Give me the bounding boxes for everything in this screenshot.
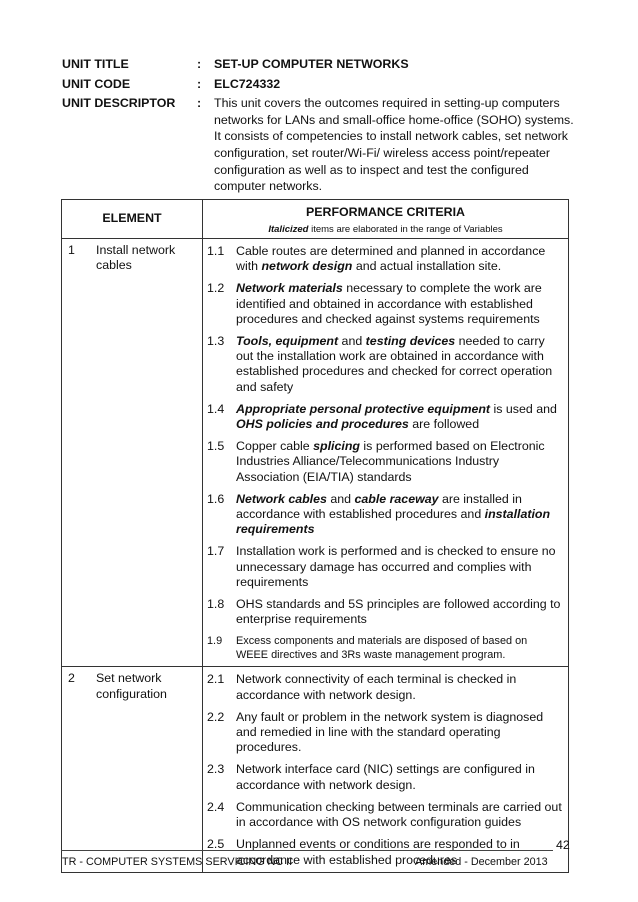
footer-divider (61, 850, 553, 851)
variable-term: network design (261, 259, 353, 274)
footer-document-title: TR - COMPUTER SYSTEMS SERVICING NC II (62, 856, 293, 868)
criterion-text (236, 800, 562, 830)
unit-descriptor-row (62, 95, 582, 195)
unit-header (62, 56, 582, 198)
table-row (62, 667, 569, 872)
criterion-number: 1.4 (207, 401, 225, 416)
performance-criteria-table (61, 199, 569, 873)
criterion-item (203, 332, 568, 398)
unit-title-row (62, 56, 582, 73)
criteria-heading: PERFORMANCE CRITERIA (305, 205, 465, 219)
criterion-item (203, 490, 568, 541)
criterion-text-part: and (326, 491, 355, 506)
criterion-text (236, 334, 562, 395)
criterion-text (236, 634, 562, 662)
criterion-item (203, 400, 568, 435)
criterion-text (236, 281, 562, 327)
criterion-text-part: needed to carry out the installation work are obtained in accordance with established procedures and checked for correct operation and safety (236, 334, 553, 394)
criterion-text-part: Installation work is performed and is checked to ensure no unnecessary damage has occurred and complies with requirements (236, 544, 556, 589)
element-number: 2 (68, 671, 75, 686)
criterion-item (203, 798, 568, 833)
criterion-number: 1.5 (207, 439, 225, 454)
element-entry (68, 671, 196, 701)
unit-code-label: UNIT CODE (62, 76, 131, 91)
variable-term: installation requirements (236, 507, 551, 537)
criterion-item (203, 437, 568, 488)
variable-term: testing devices (365, 334, 456, 349)
criterion-number: 2.1 (207, 672, 225, 687)
criteria-cell (203, 667, 569, 872)
unit-code-row (62, 76, 582, 93)
criterion-number: 2.3 (207, 762, 225, 777)
criterion-text (236, 597, 562, 627)
table-body (62, 239, 569, 873)
criterion-text-part: and (338, 334, 366, 349)
colon: : (197, 96, 202, 111)
element-name: Install network cables (96, 243, 176, 273)
unit-descriptor-label: UNIT DESCRIPTOR (62, 96, 176, 111)
unit-title-label: UNIT TITLE (62, 57, 129, 71)
criterion-number: 1.3 (207, 334, 225, 349)
criterion-text-part: and actual installation site. (352, 259, 502, 274)
variable-term: splicing (313, 439, 360, 454)
criterion-text-part: are installed in accordance with established procedures and (236, 491, 522, 522)
variable-term: cable raceway (354, 491, 439, 506)
criteria-cell (203, 239, 569, 667)
criterion-text (236, 402, 562, 432)
criterion-text (236, 492, 562, 538)
criteria-note-rest: items are elaborated in the range of Variables (308, 224, 503, 236)
criterion-text (236, 244, 562, 274)
criterion-item (203, 632, 568, 665)
criterion-text (236, 439, 562, 485)
criterion-text (236, 672, 562, 702)
criterion-item (203, 708, 568, 759)
criterion-number: 1.9 (207, 635, 223, 648)
criterion-item (203, 670, 568, 705)
table-header-row (62, 200, 569, 239)
criterion-item (203, 760, 568, 795)
criterion-text-part: necessary to complete the work are identified and obtained in accordance with established procedures and checked against systems requirements (236, 281, 542, 326)
variable-term: OHS policies and procedures (236, 417, 409, 432)
criteria-heading-cell (203, 200, 569, 239)
criterion-text-part: is performed based on Electronic Industries Alliance/Telecommunications Industry Association (EIA/TIA) standards (236, 439, 545, 484)
variable-term: Network materials (236, 281, 343, 296)
colon: : (197, 76, 202, 91)
element-name: Set network configuration (96, 671, 167, 701)
criterion-text-part: Excess components and materials are disposed of based on WEEE directives and 3Rs waste management program. (236, 635, 528, 662)
criterion-text-part: Network connectivity of each terminal is checked in accordance with network design. (236, 672, 517, 702)
criterion-text (236, 710, 562, 756)
criterion-item (203, 595, 568, 630)
criterion-number: 2.4 (207, 799, 225, 814)
variable-term: Network cables (236, 491, 327, 506)
criterion-text-part: Network interface card (NIC) settings are configured in accordance with network design. (236, 762, 535, 792)
criterion-number: 1.6 (207, 491, 225, 506)
criterion-text-part: Cable routes are determined and planned in accordance with (236, 244, 546, 274)
colon: : (197, 57, 202, 71)
element-number: 1 (68, 243, 75, 257)
criterion-number: 1.2 (207, 281, 225, 296)
element-entry (68, 243, 196, 273)
unit-code: ELC724332 (214, 76, 281, 91)
criterion-item (203, 279, 568, 330)
criteria-note (203, 222, 568, 237)
criterion-number: 1.7 (207, 544, 225, 559)
criterion-text-part: is used and (490, 401, 557, 416)
criterion-text-part: Any fault or problem in the network system is diagnosed and remedied in line with the standard operating procedures. (236, 709, 544, 755)
criteria-note-italic: Italicized (268, 224, 309, 236)
criterion-item (203, 542, 568, 593)
unit-title: SET-UP COMPUTER NETWORKS (214, 57, 409, 71)
table-row (62, 239, 569, 667)
element-cell (62, 667, 203, 872)
criterion-text-part: Communication checking between terminals are carried out in accordance with OS network configuration guides (236, 799, 562, 830)
criterion-number: 2.5 (207, 837, 225, 852)
criterion-item (203, 242, 568, 277)
criterion-text (236, 762, 562, 792)
criterion-number: 2.2 (207, 709, 225, 724)
footer-amended-date: Amended - December 2013 (415, 856, 548, 868)
criterion-text-part: Copper cable (236, 439, 314, 454)
criterion-text-part: are followed (408, 417, 480, 432)
element-heading: ELEMENT (62, 200, 203, 239)
criterion-text-part: Unplanned events or conditions are responded to in accordance with established procedures (236, 837, 520, 867)
page-number: 42 (556, 838, 570, 852)
unit-descriptor: This unit covers the outcomes required in setting-up computers networks for LANs and small-office home-office (SOHO) systems. It consists of competencies to install network cables, set network configuration, set router/Wi-Fi/ wireless access point/repeater configuration as well as to inspect and test the configured computer networks. (214, 96, 574, 194)
variable-term: Tools, equipment (236, 334, 339, 349)
criterion-text-part: OHS standards and 5S principles are followed according to enterprise requirements (236, 597, 561, 627)
element-cell (62, 239, 203, 667)
criterion-number: 1.8 (207, 597, 225, 612)
variable-term: Appropriate personal protective equipment (236, 401, 491, 416)
criterion-number: 1.1 (207, 244, 225, 258)
criterion-text (236, 544, 562, 590)
